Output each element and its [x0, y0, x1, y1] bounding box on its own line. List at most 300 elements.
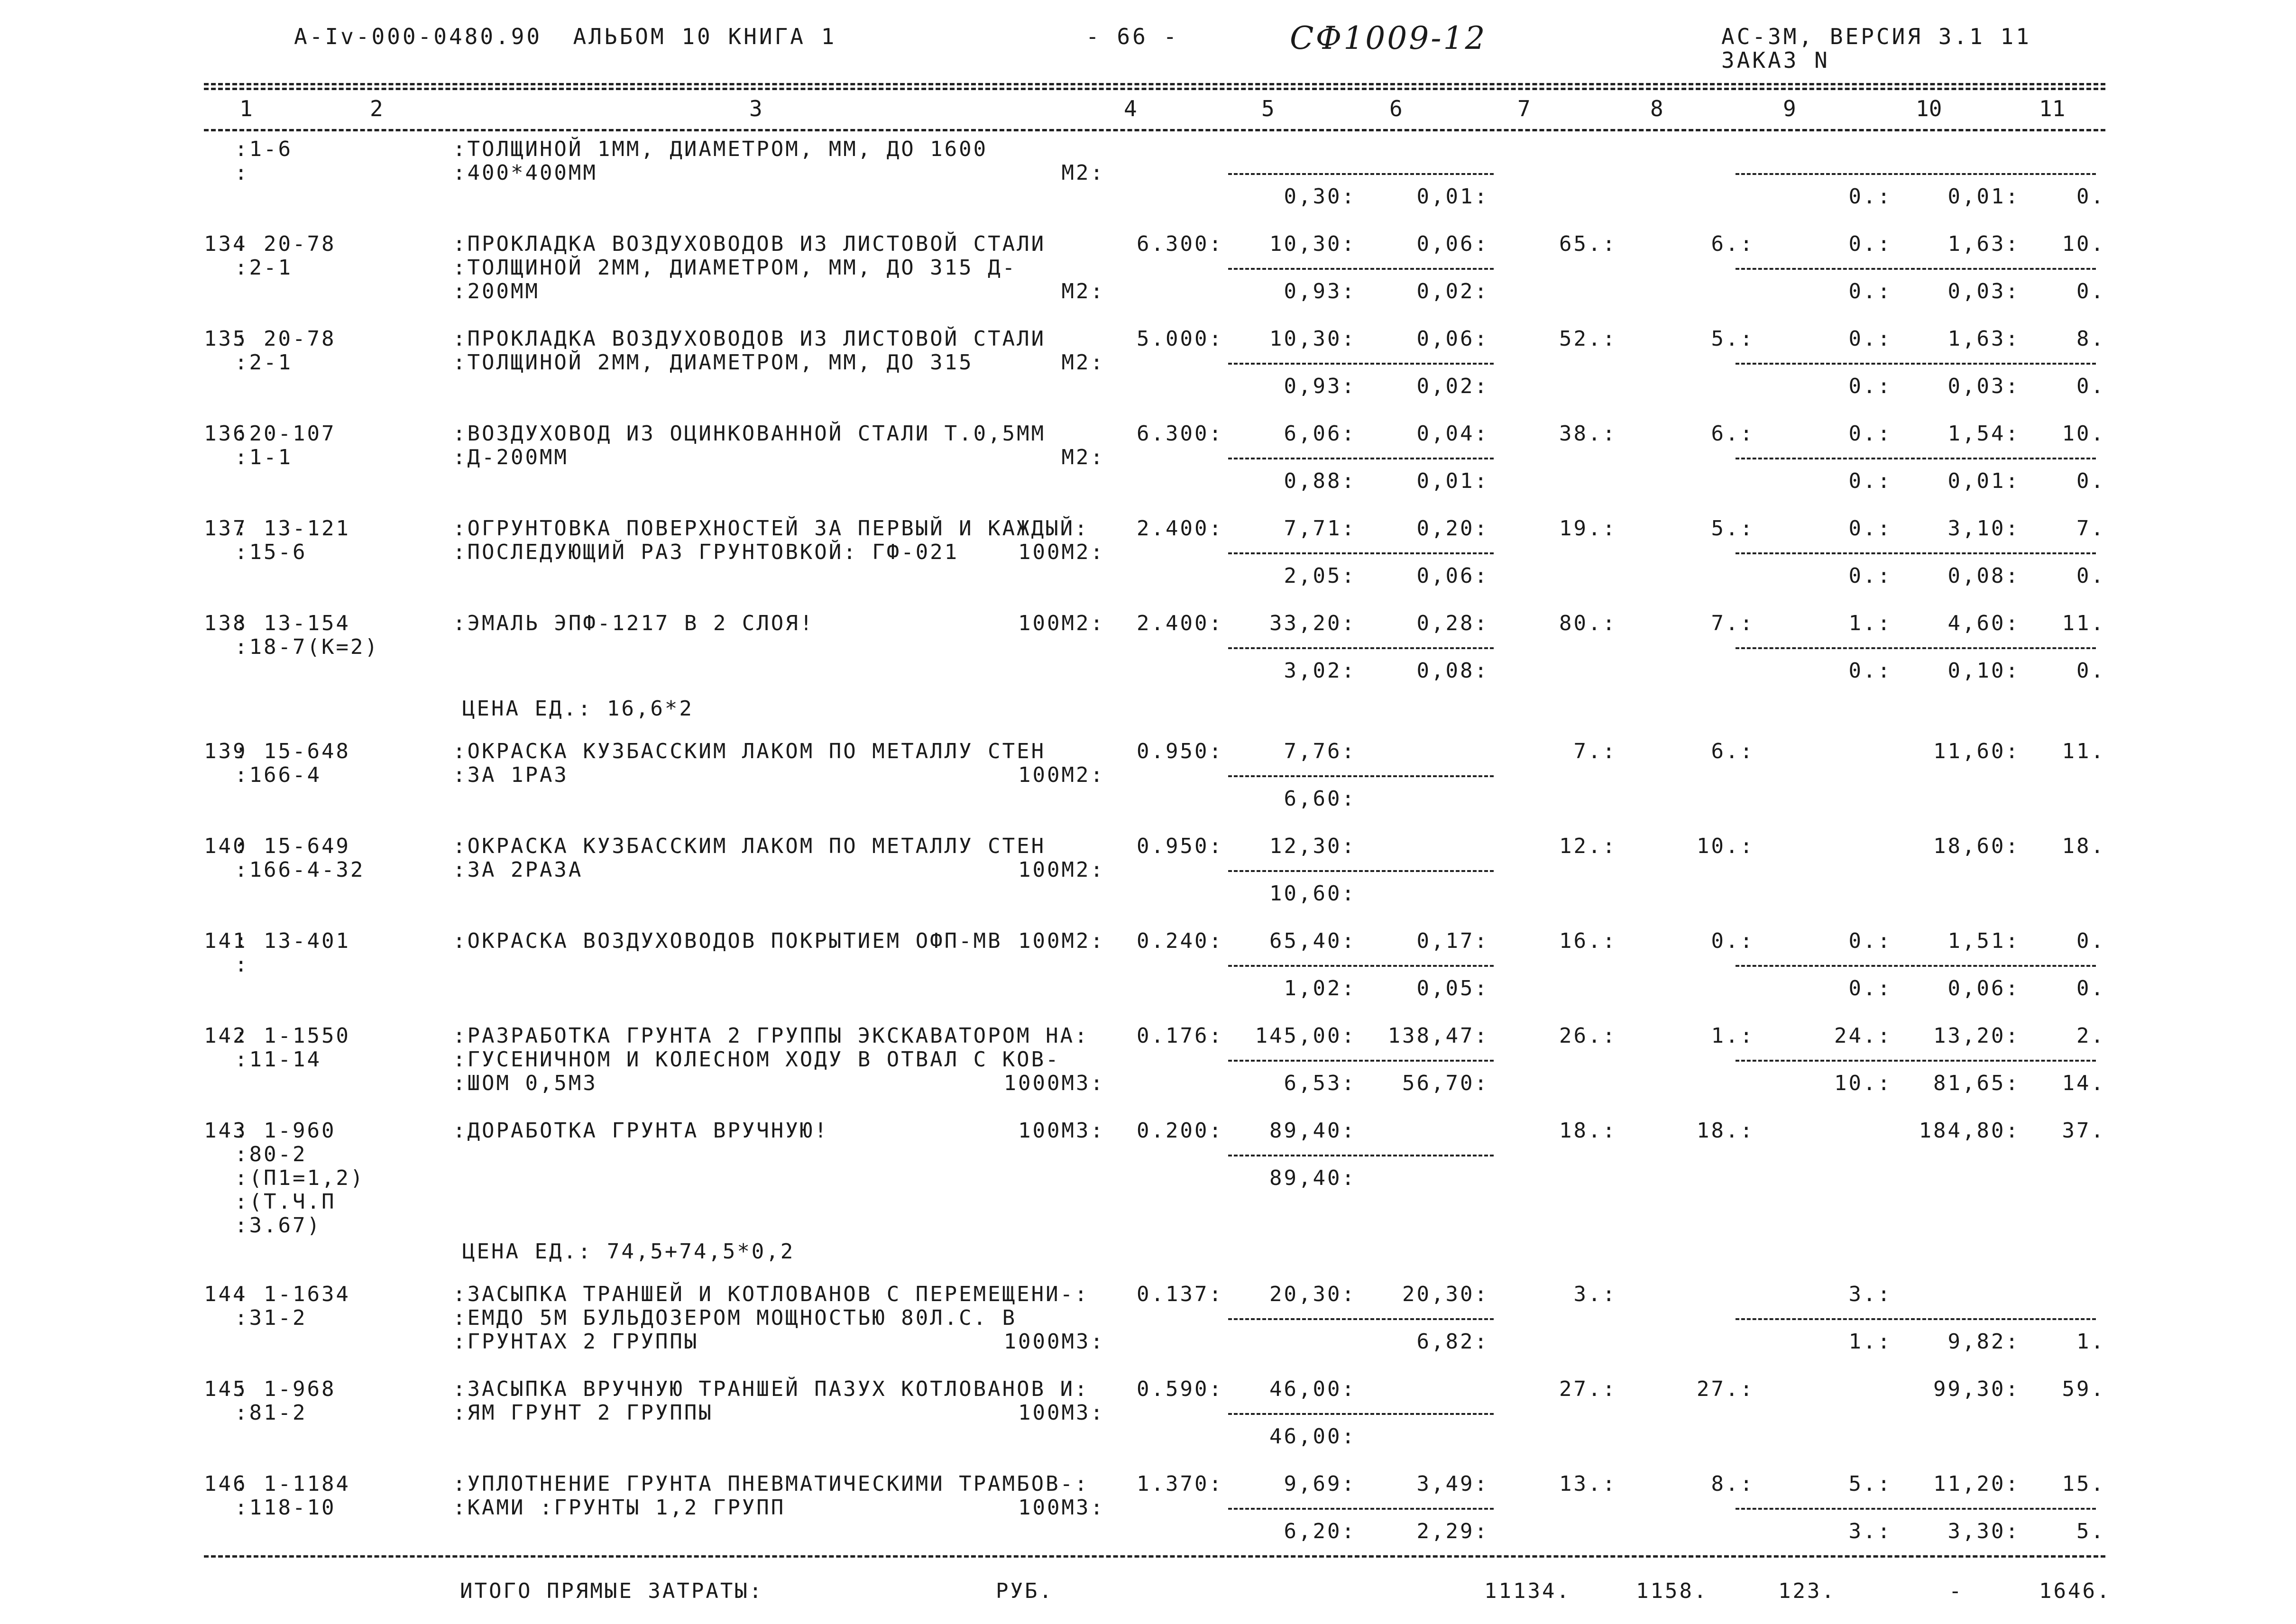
- col-num: 4: [1124, 96, 1137, 121]
- col11-sub: 0.: [2076, 374, 2105, 398]
- col5-sub: 89,40:: [1269, 1166, 1356, 1190]
- bottom-rule: [204, 1555, 2105, 1558]
- col7-value: 52.:: [1559, 327, 1617, 351]
- col-num: 2: [370, 96, 383, 121]
- col10-value: 1,63:: [1947, 232, 2020, 256]
- subtotal-divider: [1228, 647, 1494, 649]
- col-num: 11: [2039, 96, 2066, 121]
- col10-sub: 0,08:: [1947, 564, 2020, 588]
- norm-code-2: :166-4: [235, 763, 321, 787]
- subtotal-divider: [1736, 1508, 2096, 1510]
- col7-value: 7.:: [1573, 739, 1617, 763]
- col5-sub: 46,00:: [1269, 1424, 1356, 1449]
- col5-sub: 2,05:: [1284, 564, 1356, 588]
- norm-code: : 1-1634: [235, 1282, 350, 1306]
- col9-value: 5.:: [1848, 1472, 1892, 1496]
- table-row: [204, 740, 2105, 835]
- unit: М2:: [1061, 445, 1105, 469]
- col10-sub: 9,82:: [1947, 1330, 2020, 1354]
- col5-sub: 0,88:: [1284, 469, 1356, 493]
- col8-value: 10.:: [1697, 834, 1754, 858]
- col6-value: 20,30:: [1402, 1282, 1489, 1306]
- col10-value: 4,60:: [1947, 611, 2020, 635]
- col8-value: 1.:: [1711, 1024, 1754, 1048]
- table-row: [204, 1472, 2105, 1567]
- row-number: 146: [204, 1472, 248, 1496]
- col5-sub: 0,30:: [1284, 184, 1356, 209]
- col5-sub: 0,93:: [1284, 279, 1356, 303]
- col11-sub: 5.: [2076, 1519, 2105, 1543]
- subtotal-divider: [1736, 1060, 2096, 1062]
- col11-value: 37.: [2062, 1119, 2105, 1143]
- total-col11: 1646.: [2039, 1579, 2112, 1603]
- work-description: :ГРУНТАХ 2 ГРУППЫ: [453, 1330, 699, 1354]
- col9-value: 1.:: [1848, 611, 1892, 635]
- row-number: 137: [204, 516, 248, 541]
- unit: М2:: [1061, 350, 1105, 375]
- norm-code: : 1-968: [235, 1377, 336, 1401]
- col11-value: 11.: [2062, 739, 2105, 763]
- work-description: :УПЛОТНЕНИЕ ГРУНТА ПНЕВМАТИЧЕСКИМИ ТРАМБОВ-:: [453, 1472, 1089, 1496]
- table-row: [204, 1119, 2105, 1283]
- col8-value: 7.:: [1711, 611, 1754, 635]
- col8-value: 6.:: [1711, 422, 1754, 446]
- col7-value: 18.:: [1559, 1119, 1617, 1143]
- col6-value: 0,20:: [1416, 516, 1489, 541]
- work-description: :ЗАСЫПКА ВРУЧНУЮ ТРАНШЕЙ ПАЗУХ КОТЛОВАНОВ И:: [453, 1377, 1089, 1401]
- col10-sub: 0,03:: [1947, 374, 2020, 398]
- col10-sub: 0,10:: [1947, 659, 2020, 683]
- norm-code-3: :(П1=1,2): [235, 1166, 365, 1190]
- subtotal-divider: [1228, 870, 1494, 872]
- work-description: :ДОРАБОТКА ГРУНТА ВРУЧНУЮ!: [453, 1119, 829, 1143]
- norm-code: :20-107: [235, 422, 336, 446]
- work-description: :ЗА 2РАЗА: [453, 858, 583, 882]
- col10-sub: 0,03:: [1947, 279, 2020, 303]
- col7-value: 12.:: [1559, 834, 1617, 858]
- col5-value: 10,30:: [1269, 232, 1356, 256]
- norm-code: : 20-78: [235, 327, 336, 351]
- col6-value: 0,04:: [1416, 422, 1489, 446]
- col10-sub: 81,65:: [1933, 1071, 2020, 1095]
- col8-value: 6.:: [1711, 739, 1754, 763]
- row-number: 136: [204, 422, 248, 446]
- col6-value: 0,28:: [1416, 611, 1489, 635]
- subtotal-divider: [1736, 173, 2096, 175]
- norm-code-2: :81-2: [235, 1401, 307, 1425]
- norm-code: : 13-154: [235, 611, 350, 635]
- col5-sub: 10,60:: [1269, 881, 1356, 906]
- col9-sub: 0.:: [1848, 184, 1892, 209]
- col11-value: 59.: [2062, 1377, 2105, 1401]
- work-description: :Д-200ММ: [453, 445, 569, 469]
- total-label: ИТОГО ПРЯМЫЕ ЗАТРАТЫ:: [460, 1579, 764, 1603]
- col11-sub: 1.: [2076, 1330, 2105, 1354]
- col6-sub: 56,70:: [1402, 1071, 1489, 1095]
- unit: 1000М3:: [1003, 1330, 1105, 1354]
- col10-sub: 0,01:: [1947, 469, 2020, 493]
- col9-sub: 0.:: [1848, 976, 1892, 1000]
- table-row: [204, 1377, 2105, 1472]
- col11-value: 8.: [2076, 327, 2105, 351]
- col8-value: 8.:: [1711, 1472, 1754, 1496]
- col9-sub: 0.:: [1848, 564, 1892, 588]
- col11-sub: 0.: [2076, 564, 2105, 588]
- col7-value: 80.:: [1559, 611, 1617, 635]
- header-right-line2: ЗАКАЗ N: [1721, 47, 1830, 73]
- norm-code-2: :11-14: [235, 1047, 321, 1072]
- unit: М2:: [1061, 161, 1105, 185]
- quantity: 1.370:: [1137, 1472, 1223, 1496]
- col9-sub: 0.:: [1848, 279, 1892, 303]
- quantity: 6.300:: [1137, 422, 1223, 446]
- table-row: [204, 929, 2105, 1024]
- col11-value: 10.: [2062, 232, 2105, 256]
- col9-sub: 3.:: [1848, 1519, 1892, 1543]
- quantity: 0.590:: [1137, 1377, 1223, 1401]
- col5-value: 46,00:: [1269, 1377, 1356, 1401]
- work-description: :ЗА 1РАЗ: [453, 763, 569, 787]
- norm-code: : 1-960: [235, 1119, 336, 1143]
- col9-value: 0.:: [1848, 516, 1892, 541]
- col6-value: 0,06:: [1416, 327, 1489, 351]
- col5-value: 65,40:: [1269, 929, 1356, 953]
- col-num: 7: [1517, 96, 1531, 121]
- col5-sub: 6,53:: [1284, 1071, 1356, 1095]
- col8-value: 5.:: [1711, 327, 1754, 351]
- col6-value: 0,17:: [1416, 929, 1489, 953]
- col11-sub: 0.: [2076, 976, 2105, 1000]
- col7-value: 19.:: [1559, 516, 1617, 541]
- work-description: :ЕМДО 5М БУЛЬДОЗЕРОМ МОЩНОСТЬЮ 80Л.С. В: [453, 1306, 1017, 1330]
- header-right-line1: АС-3М, ВЕРСИЯ 3.1 11: [1721, 24, 2031, 49]
- unit: М2:: [1061, 279, 1105, 303]
- subtotal-divider: [1736, 965, 2096, 967]
- work-description: :ЯМ ГРУНТ 2 ГРУППЫ: [453, 1401, 713, 1425]
- row-number: 138: [204, 611, 248, 635]
- norm-code-4: :(Т.Ч.П: [235, 1190, 336, 1214]
- table-row: [204, 327, 2105, 422]
- total-col10: -: [1949, 1579, 1964, 1603]
- col5-value: 9,69:: [1284, 1472, 1356, 1496]
- col5-sub: 0,93:: [1284, 374, 1356, 398]
- work-description: :РАЗРАБОТКА ГРУНТА 2 ГРУППЫ ЭКСКАВАТОРОМ НА:: [453, 1024, 1089, 1048]
- col8-value: 18.:: [1697, 1119, 1754, 1143]
- norm-code-2: :2-1: [235, 350, 293, 375]
- col10-value: 11,60:: [1933, 739, 2020, 763]
- work-description: :ПОСЛЕДУЮЩИЙ РАЗ ГРУНТОВКОЙ: ГФ-021: [453, 540, 959, 564]
- quantity: 0.176:: [1137, 1024, 1223, 1048]
- col5-sub: 6,20:: [1284, 1519, 1356, 1543]
- subtotal-divider: [1228, 965, 1494, 967]
- col11-value: 2.: [2076, 1024, 2105, 1048]
- col5-value: 6,06:: [1284, 422, 1356, 446]
- col6-value: 138,47:: [1387, 1024, 1489, 1048]
- col6-sub: 0,05:: [1416, 976, 1489, 1000]
- col10-sub: 0,06:: [1947, 976, 2020, 1000]
- col5-value: 20,30:: [1269, 1282, 1356, 1306]
- col-num: 3: [749, 96, 762, 121]
- work-description: :ПРОКЛАДКА ВОЗДУХОВОДОВ ИЗ ЛИСТОВОЙ СТАЛИ: [453, 327, 1046, 351]
- col5-value: 89,40:: [1269, 1119, 1356, 1143]
- price-note: ЦЕНА ЕД.: 74,5+74,5*0,2: [462, 1239, 795, 1264]
- col11-sub: 0.: [2076, 659, 2105, 683]
- unit: 100М3:: [1018, 1496, 1105, 1520]
- norm-code-2: :118-10: [235, 1496, 336, 1520]
- subtotal-divider: [1228, 458, 1494, 459]
- norm-code-2: :: [235, 953, 249, 977]
- work-description: :ЭМАЛЬ ЭПФ-1217 В 2 СЛОЯ!: [453, 611, 815, 635]
- subtotal-divider: [1736, 552, 2096, 554]
- column-numbers: [204, 96, 2105, 124]
- col7-value: 27.:: [1559, 1377, 1617, 1401]
- subtotal-divider: [1228, 173, 1494, 175]
- col11-value: 10.: [2062, 422, 2105, 446]
- col8-value: 0.:: [1711, 929, 1754, 953]
- norm-code-2: :18-7(К=2): [235, 635, 379, 659]
- col-num: 6: [1389, 96, 1403, 121]
- col6-sub: 6,82:: [1416, 1330, 1489, 1354]
- unit: 100М3:: [1018, 1119, 1105, 1143]
- col-num: 1: [239, 96, 253, 121]
- quantity: 2.400:: [1137, 611, 1223, 635]
- row-number: 134: [204, 232, 248, 256]
- col5-sub: 1,02:: [1284, 976, 1356, 1000]
- subtotal-divider: [1228, 1413, 1494, 1415]
- top-rule-2: [204, 88, 2105, 90]
- col7-value: 65.:: [1559, 232, 1617, 256]
- page-number: - 66 -: [1086, 24, 1179, 49]
- col6-sub: 0,02:: [1416, 374, 1489, 398]
- col11-value: 18.: [2062, 834, 2105, 858]
- col10-value: 1,51:: [1947, 929, 2020, 953]
- work-description: :ЗАСЫПКА ТРАНШЕЙ И КОТЛОВАНОВ С ПЕРЕМЕЩЕНИ-:: [453, 1282, 1089, 1306]
- work-description: :ПРОКЛАДКА ВОЗДУХОВОДОВ ИЗ ЛИСТОВОЙ СТАЛИ: [453, 232, 1046, 256]
- norm-code-2: :31-2: [235, 1306, 307, 1330]
- subtotal-divider: [1228, 1318, 1494, 1320]
- table-row: [204, 612, 2105, 740]
- col10-value: 99,30:: [1933, 1377, 2020, 1401]
- col8-value: 27.:: [1697, 1377, 1754, 1401]
- subtotal-divider: [1228, 1508, 1494, 1510]
- total-col8: 1158.: [1636, 1579, 1708, 1603]
- col7-value: 16.:: [1559, 929, 1617, 953]
- subtotal-divider: [1228, 268, 1494, 270]
- work-description: :ОГРУНТОВКА ПОВЕРХНОСТЕЙ ЗА ПЕРВЫЙ И КАЖДЫЙ:: [453, 516, 1089, 541]
- col11-value: 11.: [2062, 611, 2105, 635]
- table-row: [204, 835, 2105, 929]
- quantity: 0.200:: [1137, 1119, 1223, 1143]
- col5-value: 7,76:: [1284, 739, 1356, 763]
- col7-value: 13.:: [1559, 1472, 1617, 1496]
- quantity: 0.950:: [1137, 739, 1223, 763]
- col9-sub: 10.:: [1834, 1071, 1892, 1095]
- unit: 100М2:: [1018, 611, 1105, 635]
- col8-value: 5.:: [1711, 516, 1754, 541]
- header-rule: [204, 129, 2105, 131]
- col10-value: 18,60:: [1933, 834, 2020, 858]
- unit: 100М2:: [1018, 763, 1105, 787]
- col10-value: 11,20:: [1933, 1472, 2020, 1496]
- subtotal-divider: [1228, 1155, 1494, 1156]
- col6-value: 3,49:: [1416, 1472, 1489, 1496]
- col9-value: 0.:: [1848, 327, 1892, 351]
- col9-sub: 0.:: [1848, 374, 1892, 398]
- row-number: 141: [204, 929, 248, 953]
- col9-value: 0.:: [1848, 929, 1892, 953]
- row-number: 143: [204, 1119, 248, 1143]
- col9-sub: 0.:: [1848, 469, 1892, 493]
- row-number: 135: [204, 327, 248, 351]
- norm-code-2: :: [235, 161, 249, 185]
- header-left: А-Iv-000-0480.90 АЛЬБОМ 10 КНИГА 1: [294, 24, 837, 49]
- col10-value: 3,10:: [1947, 516, 2020, 541]
- subtotal-divider: [1736, 268, 2096, 270]
- col5-sub: 3,02:: [1284, 659, 1356, 683]
- col-num: 5: [1261, 96, 1275, 121]
- row-number: 144: [204, 1282, 248, 1306]
- col6-sub: 0,01:: [1416, 184, 1489, 209]
- subtotal-divider: [1228, 775, 1494, 777]
- quantity: 0.240:: [1137, 929, 1223, 953]
- work-description: :ОКРАСКА ВОЗДУХОВОДОВ ПОКРЫТИЕМ ОФП-МВ: [453, 929, 1002, 953]
- col10-sub: 3,30:: [1947, 1519, 2020, 1543]
- norm-code: : 15-648: [235, 739, 350, 763]
- table-row: [204, 232, 2105, 327]
- col9-value: 0.:: [1848, 422, 1892, 446]
- norm-code-2: :80-2: [235, 1142, 307, 1166]
- quantity: 2.400:: [1137, 516, 1223, 541]
- subtotal-divider: [1736, 363, 2096, 365]
- norm-code: : 1-1184: [235, 1472, 350, 1496]
- col10-value: 184,80:: [1919, 1119, 2020, 1143]
- total-col9: 123.: [1778, 1579, 1836, 1603]
- total-col7: 11134.: [1484, 1579, 1571, 1603]
- unit: 100М2:: [1018, 929, 1105, 953]
- table-row: [204, 422, 2105, 517]
- col10-value: 1,63:: [1947, 327, 2020, 351]
- work-description: :ТОЛЩИНОЙ 1ММ, ДИАМЕТРОМ, ММ, ДО 1600: [453, 137, 988, 161]
- top-rule: [204, 83, 2105, 85]
- col11-sub: 0.: [2076, 469, 2105, 493]
- col6-sub: 2,29:: [1416, 1519, 1489, 1543]
- work-description: :ОКРАСКА КУЗБАССКИМ ЛАКОМ ПО МЕТАЛЛУ СТЕН: [453, 834, 1046, 858]
- norm-code-2: :15-6: [235, 540, 307, 564]
- norm-code: :1-6: [235, 137, 293, 161]
- table-row: [204, 1283, 2105, 1377]
- col11-sub: 0.: [2076, 184, 2105, 209]
- table-row: [204, 517, 2105, 612]
- col6-sub: 0,01:: [1416, 469, 1489, 493]
- col-num: 10: [1916, 96, 1942, 121]
- norm-code: : 13-401: [235, 929, 350, 953]
- work-description: :ШОМ 0,5М3: [453, 1071, 597, 1095]
- col11-value: 0.: [2076, 929, 2105, 953]
- row-number: 142: [204, 1024, 248, 1048]
- col9-sub: 1.:: [1848, 1330, 1892, 1354]
- unit: 100М2:: [1018, 858, 1105, 882]
- row-number: 139: [204, 739, 248, 763]
- col10-sub: 0,01:: [1947, 184, 2020, 209]
- quantity: 0.950:: [1137, 834, 1223, 858]
- quantity: 0.137:: [1137, 1282, 1223, 1306]
- table-row: [204, 138, 2105, 232]
- norm-code: : 15-649: [235, 834, 350, 858]
- work-description: :200ММ: [453, 279, 540, 303]
- quantity: 6.300:: [1137, 232, 1223, 256]
- col5-value: 145,00:: [1255, 1024, 1356, 1048]
- row-number: 140: [204, 834, 248, 858]
- col9-sub: 0.:: [1848, 659, 1892, 683]
- row-number: 145: [204, 1377, 248, 1401]
- price-note: ЦЕНА ЕД.: 16,6*2: [462, 697, 694, 721]
- work-description: :ТОЛЩИНОЙ 2ММ, ДИАМЕТРОМ, ММ, ДО 315: [453, 350, 974, 375]
- col11-value: 15.: [2062, 1472, 2105, 1496]
- norm-code: : 13-121: [235, 516, 350, 541]
- col6-sub: 0,06:: [1416, 564, 1489, 588]
- subtotal-divider: [1228, 363, 1494, 365]
- col5-value: 33,20:: [1269, 611, 1356, 635]
- norm-code-5: :3.67): [235, 1213, 321, 1238]
- quantity: 5.000:: [1137, 327, 1223, 351]
- col7-value: 26.:: [1559, 1024, 1617, 1048]
- col11-sub: 14.: [2062, 1071, 2105, 1095]
- col5-value: 10,30:: [1269, 327, 1356, 351]
- estimate-table: [204, 138, 2105, 1567]
- col5-value: 12,30:: [1269, 834, 1356, 858]
- handwritten-code: СФ1009-12: [1290, 20, 1487, 56]
- norm-code-2: :2-1: [235, 256, 293, 280]
- unit: 1000М3:: [1003, 1071, 1105, 1095]
- work-description: :ОКРАСКА КУЗБАССКИМ ЛАКОМ ПО МЕТАЛЛУ СТЕН: [453, 739, 1046, 763]
- col6-sub: 0,08:: [1416, 659, 1489, 683]
- col6-sub: 0,02:: [1416, 279, 1489, 303]
- col8-value: 6.:: [1711, 232, 1754, 256]
- subtotal-divider: [1736, 647, 2096, 649]
- col10-value: 13,20:: [1933, 1024, 2020, 1048]
- norm-code: : 20-78: [235, 232, 336, 256]
- col11-value: 7.: [2076, 516, 2105, 541]
- col11-sub: 0.: [2076, 279, 2105, 303]
- total-unit: РУБ.: [996, 1579, 1054, 1603]
- work-description: :ВОЗДУХОВОД ИЗ ОЦИНКОВАННОЙ СТАЛИ Т.0,5ММ: [453, 422, 1046, 446]
- norm-code-2: :1-1: [235, 445, 293, 469]
- subtotal-divider: [1736, 1318, 2096, 1320]
- col9-value: 24.:: [1834, 1024, 1892, 1048]
- col10-value: 1,54:: [1947, 422, 2020, 446]
- col6-value: 0,06:: [1416, 232, 1489, 256]
- work-description: :КАМИ :ГРУНТЫ 1,2 ГРУПП: [453, 1496, 786, 1520]
- work-description: :ГУСЕНИЧНОМ И КОЛЕСНОМ ХОДУ В ОТВАЛ С КОВ-: [453, 1047, 1060, 1072]
- norm-code-2: :166-4-32: [235, 858, 365, 882]
- table-row: [204, 1024, 2105, 1119]
- subtotal-divider: [1228, 1060, 1494, 1062]
- unit: 100М2:: [1018, 540, 1105, 564]
- unit: 100М3:: [1018, 1401, 1105, 1425]
- col-num: 9: [1783, 96, 1796, 121]
- work-description: :ТОЛЩИНОЙ 2ММ, ДИАМЕТРОМ, ММ, ДО 315 Д-: [453, 256, 1017, 280]
- col-num: 8: [1650, 96, 1663, 121]
- col7-value: 3.:: [1573, 1282, 1617, 1306]
- col9-value: 0.:: [1848, 232, 1892, 256]
- col7-value: 38.:: [1559, 422, 1617, 446]
- work-description: :400*400ММ: [453, 161, 597, 185]
- norm-code: : 1-1550: [235, 1024, 350, 1048]
- col9-value: 3.:: [1848, 1282, 1892, 1306]
- col5-sub: 6,60:: [1284, 787, 1356, 811]
- subtotal-divider: [1228, 552, 1494, 554]
- subtotal-divider: [1736, 458, 2096, 459]
